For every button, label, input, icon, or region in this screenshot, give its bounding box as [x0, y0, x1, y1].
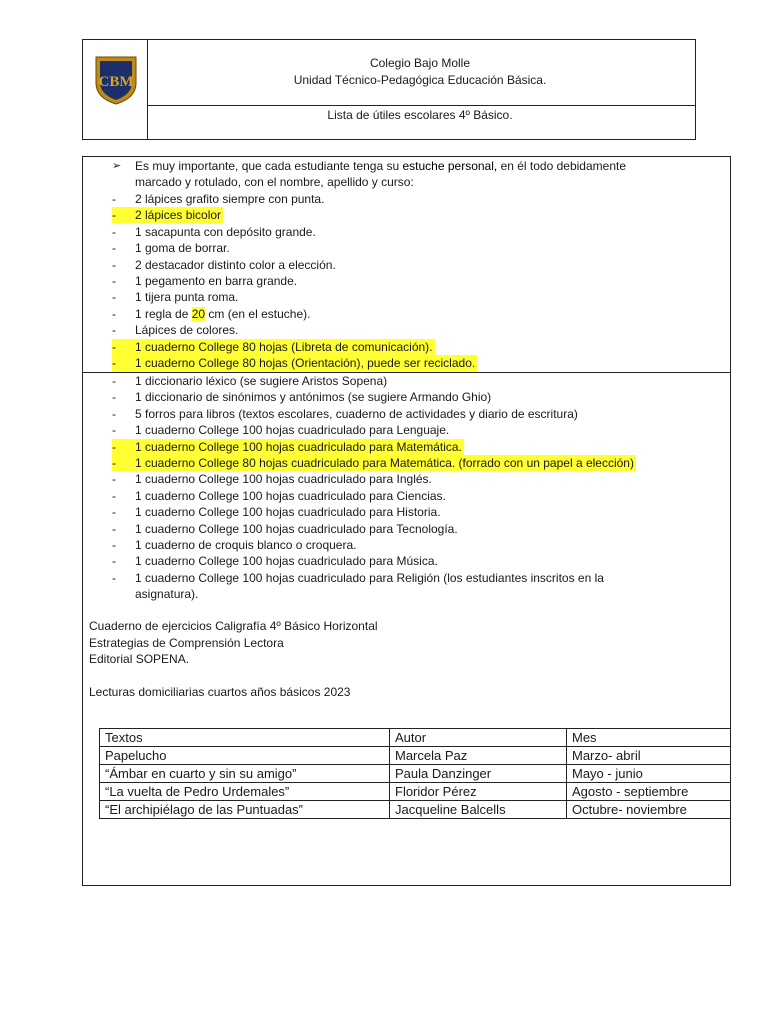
list-item-text: 1 cuaderno College 100 hojas cuadriculado para Lenguaje.	[135, 423, 450, 438]
table-header-cell: Textos	[100, 729, 390, 747]
item-text-highlight: 20	[191, 306, 206, 321]
logo-cell	[83, 40, 148, 139]
intro-text-before: Es muy importante, que cada estudiante tenga su	[135, 159, 403, 173]
dash-bullet: -	[112, 570, 116, 585]
unit-name: Unidad Técnico-Pedagógica Educación Básica.	[293, 73, 547, 87]
table-cell: “El archipiélago de las Puntuadas”	[100, 801, 390, 819]
dash-bullet: -	[112, 374, 116, 388]
dash-bullet: -	[112, 554, 116, 569]
table-row	[100, 765, 731, 783]
table-cell: “La vuelta de Pedro Urdemales”	[100, 783, 390, 801]
dash-bullet: -	[112, 456, 116, 470]
list-item-text: 1 sacapunta con depósito grande.	[135, 224, 316, 239]
list-item-text	[135, 306, 310, 322]
dash-bullet: -	[112, 488, 116, 503]
dash-bullet: -	[112, 439, 116, 454]
table-cell: Agosto - septiembre	[567, 783, 731, 801]
case_items-list-item	[112, 339, 435, 355]
table-cell: Marzo- abril	[567, 747, 731, 765]
list-item-text: 2 destacador distinto color a elección.	[135, 257, 336, 272]
list-item-text: 1 pegamento en barra grande.	[135, 274, 298, 288]
list-item-text: 1 cuaderno de croquis blanco o croquera.	[135, 538, 357, 552]
religion-continuation: asignatura).	[135, 587, 199, 601]
list-item-text: 1 cuaderno College 80 hojas cuadriculado para Matemática. (forrado con un papel a elección)	[135, 456, 634, 470]
list-item-text: 5 forros para libros (textos escolares, cuaderno de actividades y diario de escritura)	[135, 406, 578, 421]
case_items-list-item	[112, 191, 326, 207]
table-row	[100, 801, 731, 819]
other_items-list-item	[112, 521, 460, 537]
item-text-after: cm (en el estuche).	[205, 306, 311, 321]
list-item-text: 1 diccionario de sinónimos y antónimos (se sugiere Armando Ghio)	[135, 390, 492, 405]
other_items-list-item	[112, 406, 580, 422]
other_items-list-item	[112, 504, 443, 520]
intro-text-after: en él todo debidamente	[497, 159, 626, 173]
case_items-list-item	[112, 289, 240, 305]
dash-bullet: -	[112, 406, 116, 421]
logo-monogram: CBM	[98, 74, 134, 90]
list-item-text: 1 cuaderno College 80 hojas (Libreta de comunicación).	[135, 339, 433, 354]
table-cell: Floridor Pérez	[390, 783, 567, 801]
other_items-list-item	[112, 553, 440, 569]
arrow-bullet-icon: ➢	[112, 160, 122, 172]
dash-bullet: -	[112, 538, 116, 552]
other_items-list-item	[112, 439, 464, 455]
list-item-text: 1 cuaderno College 100 hojas cuadriculado para Religión (los estudiantes inscritos en la	[135, 570, 604, 585]
table-header-row	[100, 729, 731, 747]
dash-bullet: -	[112, 274, 116, 288]
dash-bullet: -	[112, 208, 116, 223]
readings-title: Lecturas domiciliarias cuartos años básicos 2023	[89, 685, 351, 699]
other_items-list-item	[112, 537, 358, 553]
other_items-list-item	[112, 455, 636, 471]
case_items-list-item	[112, 355, 477, 371]
book-line: Estrategias de Comprensión Lectora	[89, 636, 284, 650]
other_items-list-item	[112, 488, 448, 504]
dash-bullet: -	[112, 257, 116, 272]
case_items-list-item	[112, 257, 338, 273]
list-item-text: 1 tijera punta roma.	[135, 290, 239, 305]
list-item-text: 1 cuaderno College 100 hojas cuadriculado para Matemática.	[135, 439, 462, 454]
table-cell: “Ámbar en cuarto y sin su amigo”	[100, 765, 390, 783]
case_items-list-item	[112, 306, 312, 322]
case_items-list-item	[112, 207, 223, 223]
other_items-list-item	[112, 570, 606, 586]
table-cell: Marcela Paz	[390, 747, 567, 765]
table-cell: Jacqueline Balcells	[390, 801, 567, 819]
list-item-text: 1 cuaderno College 100 hojas cuadriculado para Tecnología.	[135, 521, 458, 536]
table-cell: Papelucho	[100, 747, 390, 765]
dash-bullet: -	[112, 521, 116, 536]
dash-bullet: -	[112, 241, 116, 256]
dash-bullet: -	[112, 505, 116, 520]
table-header-cell: Mes	[567, 729, 731, 747]
list-item-text: 2 lápices grafito siempre con punta.	[135, 192, 325, 206]
book-line: Editorial SOPENA.	[89, 652, 190, 666]
other_items-list-item	[112, 373, 389, 389]
list-item-text: 1 goma de borrar.	[135, 241, 230, 256]
table-cell: Mayo - junio	[567, 765, 731, 783]
book-line: Cuaderno de ejercicios Caligrafía 4º Básico Horizontal	[89, 619, 378, 633]
table-header-cell: Autor	[390, 729, 567, 747]
readings-table	[99, 728, 731, 819]
school-name: Colegio Bajo Molle	[369, 56, 471, 70]
list-item-text: 1 cuaderno College 100 hojas cuadriculado para Música.	[135, 554, 438, 569]
list-item-text: 1 diccionario léxico (se sugiere Aristos Sopena)	[135, 374, 388, 388]
other_items-list-item	[112, 389, 493, 405]
case_items-list-item	[112, 322, 240, 338]
list-item-text: 1 cuaderno College 100 hojas cuadriculado para Inglés.	[135, 472, 432, 487]
table-cell: Octubre- noviembre	[567, 801, 731, 819]
intro-line-1	[135, 159, 626, 173]
list-item-text: 1 cuaderno College 100 hojas cuadriculado para Historia.	[135, 505, 441, 520]
list-item-text: 1 cuaderno College 80 hojas (Orientación), puede ser reciclado.	[135, 356, 476, 370]
dash-bullet: -	[112, 290, 116, 305]
table-row	[100, 747, 731, 765]
case_items-list-item	[112, 224, 318, 240]
list-item-text: 2 lápices bicolor	[135, 208, 222, 223]
table-cell: Paula Danzinger	[390, 765, 567, 783]
dash-bullet: -	[112, 423, 116, 438]
list-item-text: 1 cuaderno College 100 hojas cuadriculado para Ciencias.	[135, 488, 446, 503]
dash-bullet: -	[112, 390, 116, 405]
dash-bullet: -	[112, 356, 116, 370]
intro-text-strong: estuche personal,	[402, 159, 498, 173]
case_items-list-item	[112, 240, 232, 256]
dash-bullet: -	[112, 472, 116, 487]
school-logo	[92, 53, 140, 105]
dash-bullet: -	[112, 192, 116, 206]
list-title: Lista de útiles escolares 4º Básico.	[327, 108, 513, 122]
header-divider	[147, 105, 695, 106]
other_items-list-item	[112, 471, 434, 487]
case_items-list-item	[112, 273, 299, 289]
other_items-list-item	[112, 422, 451, 438]
item-text-before: 1 regla de	[135, 306, 192, 321]
dash-bullet: -	[112, 306, 116, 321]
header-table	[82, 39, 696, 140]
dash-bullet: -	[112, 339, 116, 354]
table-row	[100, 783, 731, 801]
intro-line-2: marcado y rotulado, con el nombre, apellido y curso:	[135, 175, 414, 189]
list-item-text: Lápices de colores.	[135, 323, 239, 338]
dash-bullet: -	[112, 224, 116, 239]
dash-bullet: -	[112, 323, 116, 338]
